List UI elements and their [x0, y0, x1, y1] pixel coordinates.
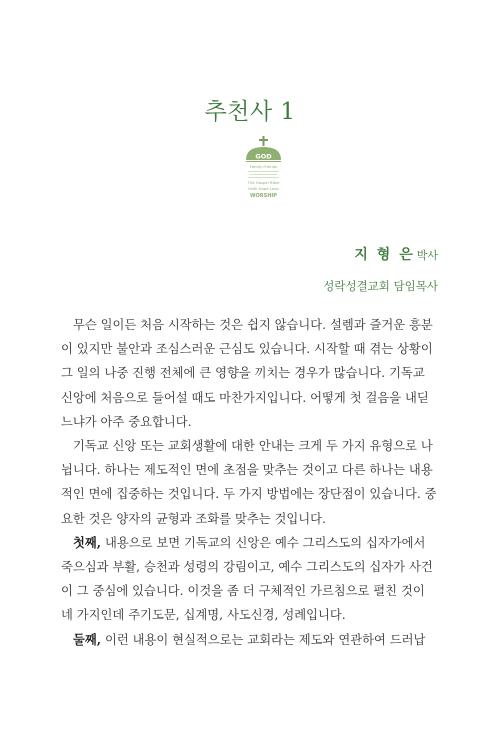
logo-text-god: GOD [255, 152, 272, 161]
paragraph-line: 요한 것은 양자의 균형과 조화를 맞추는 것입니다. [61, 511, 326, 526]
paragraph-line: 죽으심과 부활, 승천과 성령의 강림이고, 예수 그리스도의 십자가 사건 [61, 560, 433, 575]
paragraph-line: 신앙에 처음으로 들어설 때도 마찬가지입니다. 어떻게 첫 걸음을 내딛 [61, 390, 429, 405]
logo-fine-line-2 [250, 174, 277, 175]
logo-text-family: Family Friends [249, 164, 278, 169]
logo-fine-line-1 [248, 171, 279, 172]
page-title: 추천사 1 [204, 99, 296, 125]
paragraph-line-text: 이런 내용이 현실적으로는 교회라는 제도와 연관하여 드러납 [101, 632, 426, 647]
paragraph-line: 이 있지만 불안과 조심스러운 근심도 있습니다. 시작할 때 겪는 상황이 [61, 342, 433, 357]
author-name: 지 형 은 [354, 247, 415, 263]
paragraph-line: 기독교 신앙 또는 교회생활에 대한 안내는 크게 두 가지 유형으로 나 [73, 439, 433, 454]
paragraph-line-text: 내용으로 보면 기독교의 신앙은 예수 그리스도의 십자가에서 [101, 535, 426, 550]
paragraph-line: 적인 면에 집중하는 것입니다. 두 가지 방법에는 장단점이 있습니다. 중 [61, 487, 437, 502]
paragraph-line [61, 531, 441, 555]
logo-text-gospel: The Gospel Bible [247, 180, 280, 185]
paragraph-line: 무슨 일이든 처음 시작하는 것은 쉽지 않습니다. 설렘과 즐거운 흥분 [73, 318, 433, 332]
paragraph-line: 느냐가 아주 중요합니다. [61, 414, 192, 429]
logo-text-worship: WORSHIP [250, 193, 277, 199]
logo-divider [246, 161, 281, 162]
paragraph-line [61, 628, 441, 652]
paragraph-line: 네 가지인데 주기도문, 십계명, 사도신경, 성례입니다. [61, 608, 346, 623]
author-name-line [323, 244, 438, 264]
paragraph-line: 뉩니다. 하나는 제도적인 면에 초점을 맞추는 것이고 다른 하나는 내용 [61, 463, 433, 478]
logo-text-faith: Faith Hope Love [248, 186, 279, 191]
paragraph-lead: 첫째, [73, 534, 102, 550]
body-text [61, 313, 441, 652]
author-block [323, 244, 438, 294]
author-degree: 박사 [416, 249, 438, 262]
logo-fine-line-3 [248, 177, 279, 178]
paragraph-lead: 둘째, [73, 631, 102, 647]
paragraph-line: 이 그 중심에 있습니다. 이것을 좀 더 구체적인 가르침으로 펼친 것이 [61, 584, 425, 599]
church-cross-logo [240, 136, 288, 204]
paragraph-line: 그 일의 나중 진행 전체에 큰 영향을 끼치는 경우가 많습니다. 기독교 [61, 366, 425, 381]
cross-horizontal [259, 139, 268, 141]
author-role: 성락성결교회 담임목사 [323, 279, 438, 293]
